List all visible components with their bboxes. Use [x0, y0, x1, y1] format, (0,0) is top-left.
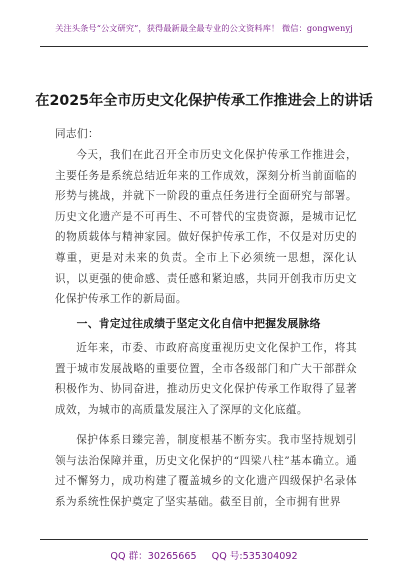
footer-qq-number: QQ 号:535304092	[211, 551, 298, 562]
footer-divider	[40, 539, 368, 540]
body-paragraph-3	[55, 430, 357, 512]
header-divider	[40, 46, 368, 47]
paragraph-text: 近年来，市委、市政府高度重视历史文化保护工作，将其置于城市发展战略的重要位置，全市各级部门和广大干部群众积极作为、协同奋进，推动历史文化保护传承工作取得了显著成效，为城市的高质量发展注入了深厚的文化底蕴。	[55, 342, 357, 416]
body-paragraph-2	[55, 338, 357, 420]
paragraph-text: 保护体系日臻完善，制度根基不断夯实。我市坚持规划引领与法治保障并重，历史文化保护的“四梁八柱”基本确立。通过不懈努力，成功构建了覆盖城乡的文化遗产四级保护名录体系为系统性保护奠定了坚实基础。截至目前，全市拥有世界	[55, 434, 357, 508]
header-banner: 关注头条号“公文研究”，获得最新最全最专业的公文资料库！ 微信：gongwenyj	[55, 23, 353, 33]
body-paragraph-1	[55, 145, 357, 310]
document-title: 在2025年全市历史文化保护传承工作推进会上的讲话	[35, 93, 373, 109]
footer-qq-group: QQ 群：30265665	[110, 551, 197, 562]
salutation: 同志们：	[55, 128, 99, 140]
paragraph-text: 今天，我们在此召开全市历史文化保护传承工作推进会，主要任务是系统总结近年来的工作成效，深刻分析当前面临的形势与挑战，并就下一阶段的重点任务进行全面研究与部署。历史文化遗产是不可再生、不可替代的宝贵资源，是城市记忆的物质载体与精神家园。做好保护传承工作，不仅是对历史的尊重，更是对未来的负责。全市上下必须统一思想，深化认识，以更强的使命感、责任感和紧迫感，共同开创我市历史文化保护传承工作的新局面。	[55, 149, 357, 306]
footer-contact	[0, 548, 408, 562]
section-heading-1: 一、肯定过往成绩于坚定文化自信中把握发展脉络	[76, 317, 321, 330]
